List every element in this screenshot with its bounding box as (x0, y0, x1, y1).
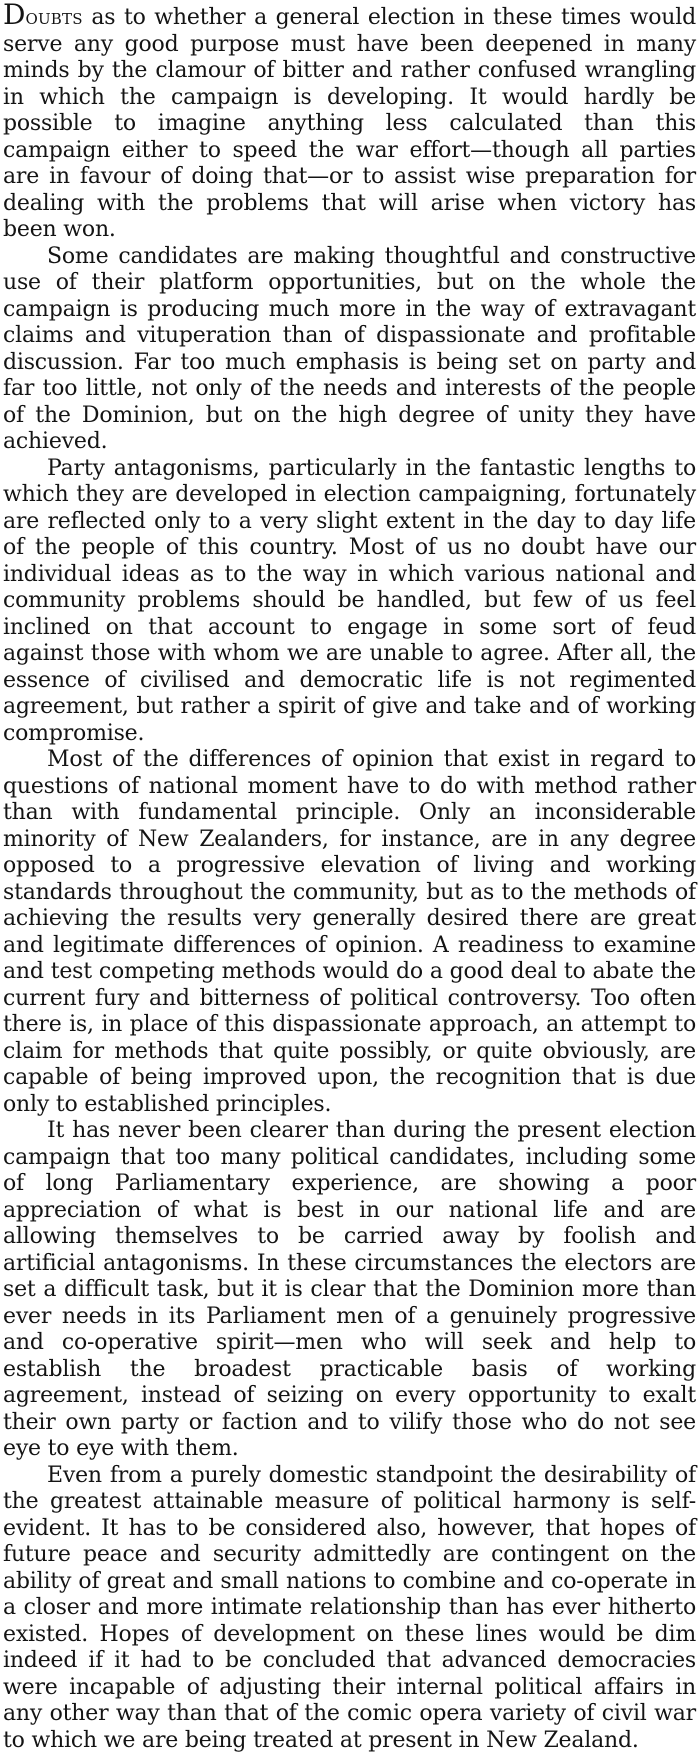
article-paragraph-4: Most of the differences of opinion that exist in regard to questions of national moment have to do with method rather than with fundamental principle. Only an inconsiderable minority of New Zealanders, for instance, are in any degree opposed to a progressive elevation of living and working standards throughout the community, but as to the methods of achieving the results very generally desired there are great and legitimate differences of opinion. A readiness to examine and test competing methods would do a good deal to abate the current fury and bitterness of political controversy. Too often there is, in place of this dispassionate approach, an attempt to claim for methods that quite possibly, or quite obviously, are capable of being improved upon, the recognition that is due only to established principles. (3, 747, 696, 1118)
article-paragraph-5: It has never been clearer than during the present election campaign that too many political candidates, including some of long Parliamentary experience, are showing a poor appreciation of what is best in our national life and are allowing themselves to be carried away by foolish and artificial antagonisms. In these circumstances the electors are set a difficult task, but it is clear that the Dominion more than ever needs in its Parliament men of a genuinely progressive and co-operative spirit—men who will seek and help to establish the broadest practicable basis of working agreement, instead of seizing on every opportunity to exalt their own party or faction and to vilify those who do not see eye to eye with them. (3, 1118, 696, 1463)
drop-cap-initial: D (3, 0, 25, 31)
article-paragraph-2: Some candidates are making thoughtful and constructive use of their platform opportunities, but on the whole the campaign is producing much more in the way of extravagant claims and vituperation than of dispassionate and profitable discussion. Far too much emphasis is being set on party and far too little, not only of the needs and interests of the people of the Dominion, but on the high degree of unity they have achieved. (3, 244, 696, 456)
article-paragraph-6: Even from a purely domestic standpoint the desirability of the greatest attainable measure of political harmony is self-evident. It has to be considered also, however, that hopes of future peace and security admittedly are contingent on the ability of great and small nations to combine and co-operate in a closer and more intimate relationship than has ever hitherto existed. Hopes of development on these lines would be dim indeed if it had to be concluded that advanced democracies were incapable of adjusting their internal political affairs in any other way than that of the comic opera variety of civil war to which we are being treated at present in New Zealand. (3, 1463, 696, 1754)
article-paragraph-1 (3, 4, 696, 244)
lead-text: as to whether a general election in these times would serve any good purpose must have been deepened in many minds by the clamour of bitter and rather confused wrangling in which the campaign is developing. It would hardly be possible to imagine anything less calculated than this campaign either to speed the war effort—though all parties are in favour of doing that—or to assist wise preparation for dealing with the problems that will arise when victory has been won. (3, 5, 696, 242)
article-paragraph-3: Party antagonisms, particularly in the fantastic lengths to which they are developed in election campaigning, fortunately are reflected only to a very slight extent in the day to day life of the people of this country. Most of us no doubt have our individual ideas as to the way in which various national and community problems should be handled, but few of us feel inclined on that account to engage in some sort of feud against those with whom we are unable to agree. After all, the essence of civilised and democratic life is not regimented agreement, but rather a spirit of give and take and of working compromise. (3, 456, 696, 748)
lead-small-caps: oubts (25, 5, 82, 30)
